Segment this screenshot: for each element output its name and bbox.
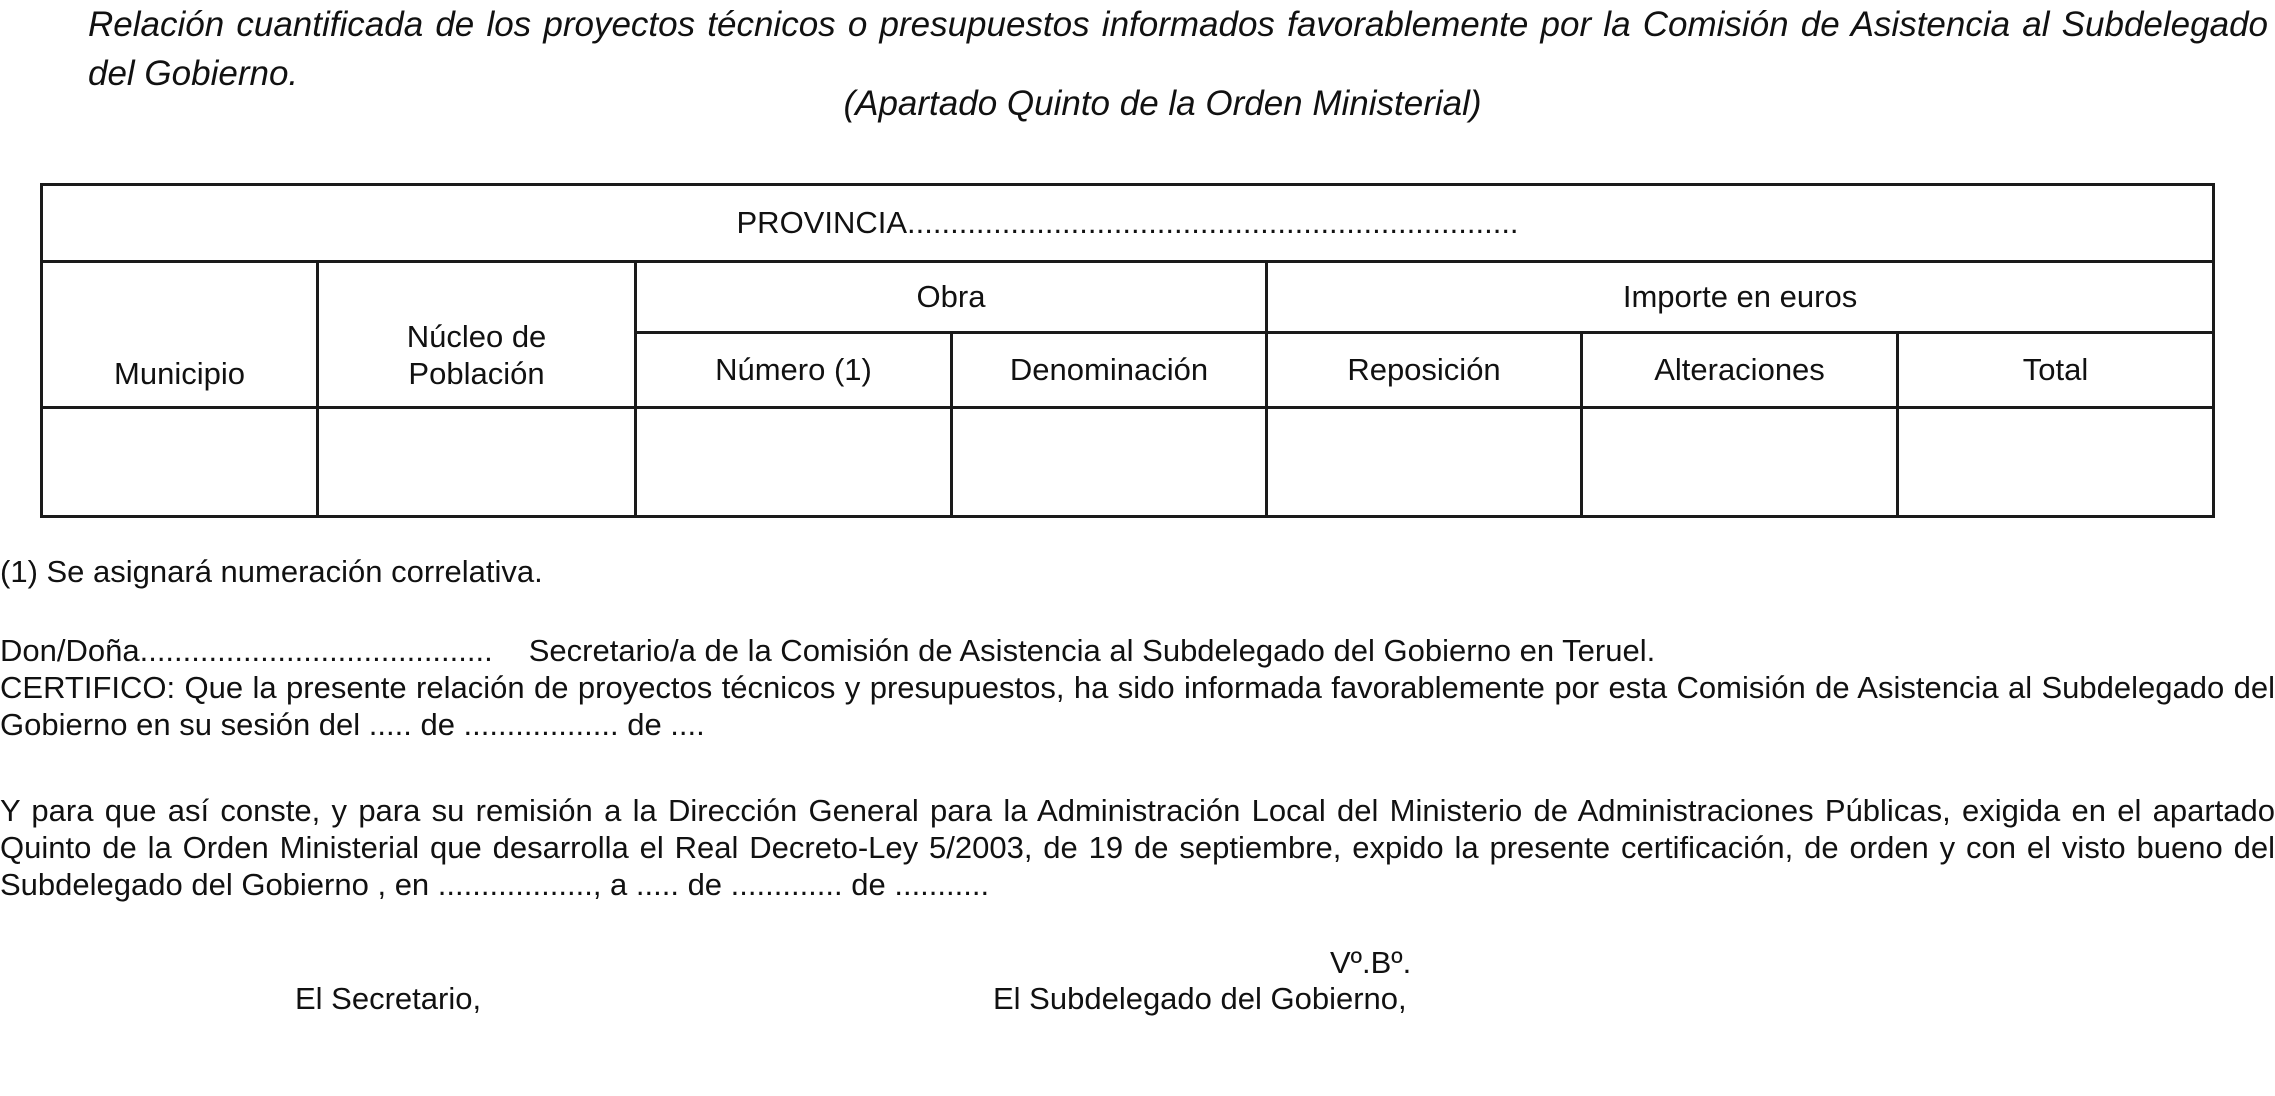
intro-paragraph: Relación cuantificada de los proyectos técnicos o presupuestos informados favorablemente por la Comisión de Asistencia al Subdelegado del Gobierno. [88, 5, 2268, 93]
municipio-header-label: Municipio [114, 356, 245, 391]
header-row-1 [42, 262, 2214, 333]
nucleo-cell [318, 408, 636, 517]
municipio-cell [42, 408, 318, 517]
alteraciones-cell [1582, 408, 1898, 517]
provincia-row [42, 185, 2214, 262]
don-field: Don/Doña......................................... [0, 633, 493, 668]
relation-table [40, 183, 2215, 518]
footnote: (1) Se asignará numeración correlativa. [0, 554, 543, 589]
conste-paragraph: Y para que así conste, y para su remisión a la Dirección General para la Administración Local del Ministerio de Administraciones Públicas, exigida en el apartado Quinto de la Orden Ministerial que desarrolla el Real Decreto-Ley 5/2003, de 19 de septiembre, expido la presente certificación, de orden y con el visto bueno del Subdelegado del Gobierno , en .................., a ..... de ............. de ........... [0, 793, 2275, 902]
don-line [0, 632, 2275, 669]
total-cell [1898, 408, 2214, 517]
secretario-signature: El Secretario, [295, 981, 482, 1016]
provincia-cell [42, 185, 2214, 262]
total-header: Total [1898, 333, 2214, 408]
denominacion-cell [952, 408, 1267, 517]
subtitle: (Apartado Quinto de la Orden Ministerial) [843, 84, 1482, 123]
numero-cell [636, 408, 952, 517]
subdelegado-signature: El Subdelegado del Gobierno, [993, 981, 1407, 1016]
nucleo-header-label: Núcleo de Población [406, 319, 547, 391]
reposicion-header: Reposición [1267, 333, 1582, 408]
numero-header: Número (1) [636, 333, 952, 408]
denominacion-header: Denominación [952, 333, 1267, 408]
municipio-header [42, 262, 318, 408]
nucleo-header [318, 262, 636, 408]
secretario-role: Secretario/a de la Comisión de Asistencia al Subdelegado del Gobierno en Teruel. [528, 633, 1656, 668]
certifico-text: CERTIFICO: Que la presente relación de proyectos técnicos y presupuestos, ha sido informada favorablemente por esta Comisión de Asistencia al Subdelegado del Gobierno en su sesión del ..... de .................. de .... [0, 670, 2275, 742]
reposicion-cell [1267, 408, 1582, 517]
visto-bueno: Vº.Bº. [1330, 945, 1412, 980]
provincia-label: PROVINCIA....................................................................... [736, 205, 1519, 240]
alteraciones-header: Alteraciones [1582, 333, 1898, 408]
importe-header: Importe en euros [1267, 262, 2214, 333]
certification-paragraph [0, 632, 2275, 743]
obra-header: Obra [636, 262, 1267, 333]
table-row [42, 408, 2214, 517]
